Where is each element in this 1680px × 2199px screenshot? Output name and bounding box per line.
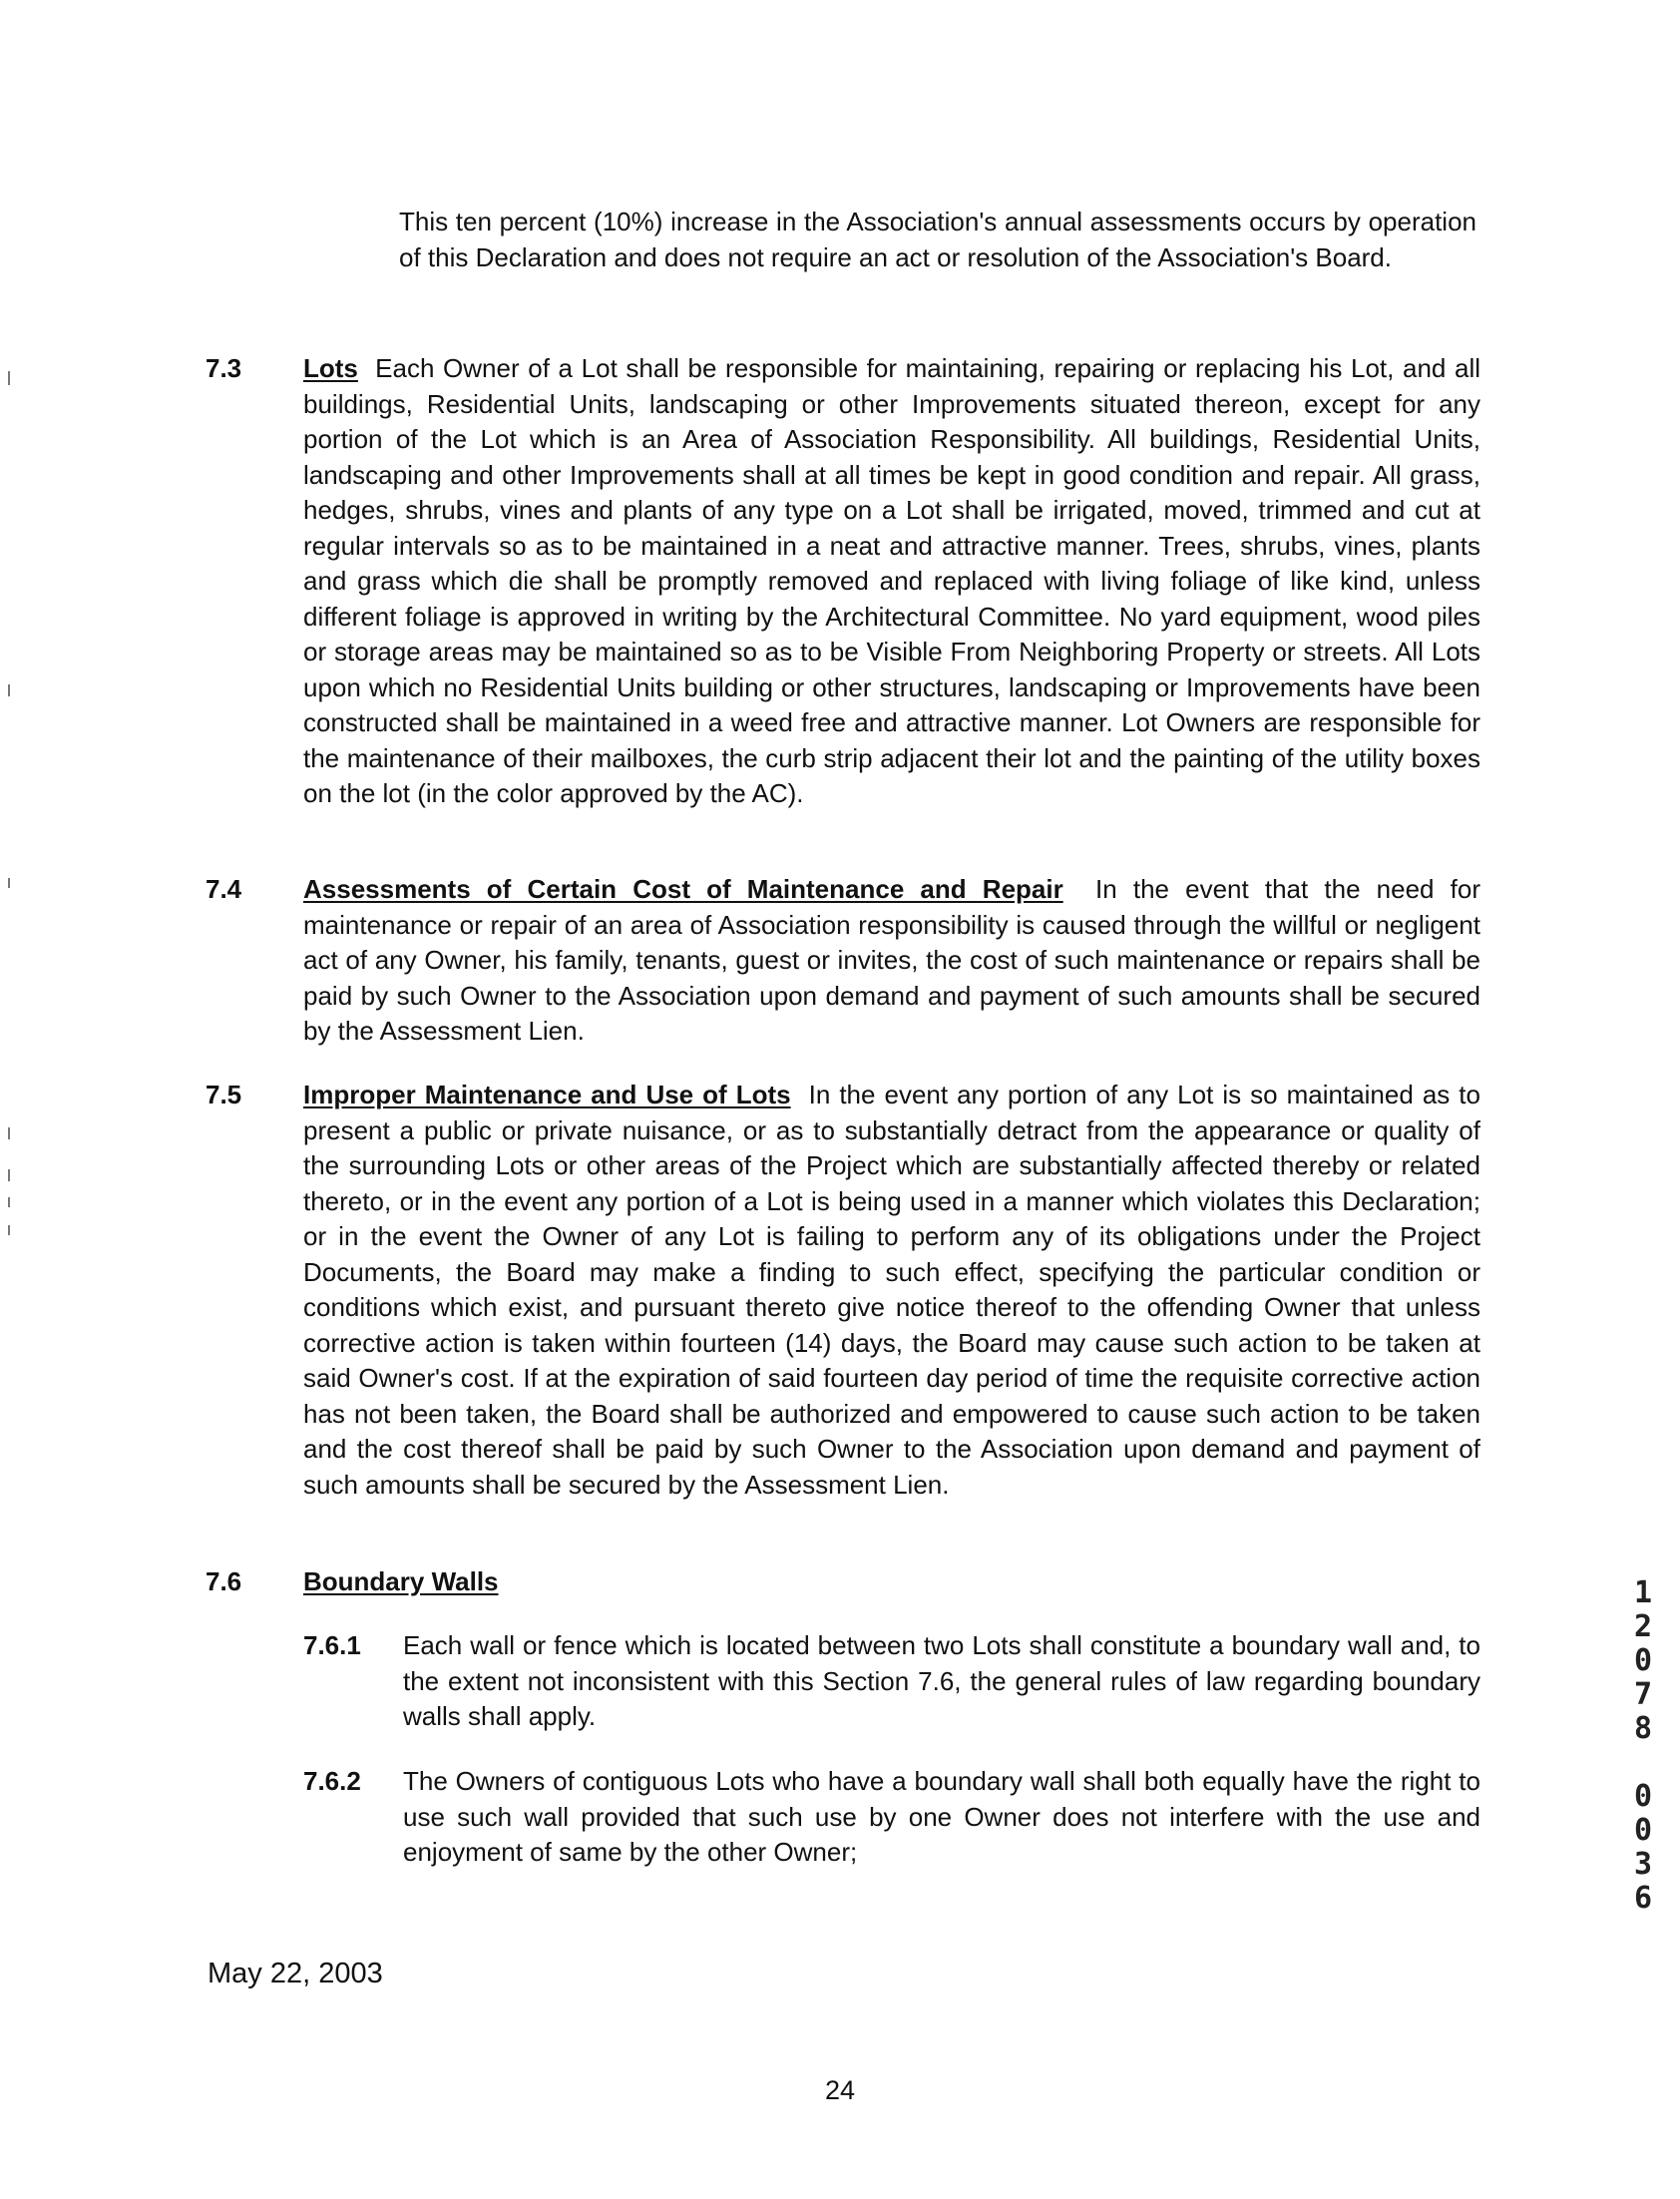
- recording-stamp-digit: 0: [1633, 1779, 1653, 1814]
- section-7-4-body: In the event that the need for maintenance or repair of an area of Association responsibility is caused through the willful or negligent act of any Owner, his family, tenants, guest or invites, the cost of such maintenance or repairs shall be paid by such Owner to the Association upon demand and payment of such amounts shall be secured by the Assessment Lien.: [303, 874, 1480, 1046]
- section-number-7-3: 7.3: [206, 353, 242, 383]
- scan-mark: [8, 371, 10, 385]
- recording-stamp-digit: 0: [1633, 1813, 1653, 1848]
- scan-mark: [8, 878, 10, 888]
- recording-stamp-digit: 6: [1633, 1881, 1653, 1916]
- recording-stamp-digit: 7: [1633, 1677, 1653, 1712]
- section-7-3-heading: Lots: [303, 353, 358, 383]
- section-number-7-6: 7.6: [206, 1566, 242, 1596]
- section-7-6-heading: Boundary Walls: [303, 1566, 499, 1596]
- section-number-7-4: 7.4: [206, 874, 242, 904]
- section-7-5-heading: Improper Maintenance and Use of Lots: [303, 1080, 791, 1109]
- scan-mark: [8, 1169, 10, 1181]
- recording-stamp-digit: 2: [1633, 1609, 1653, 1644]
- subsection-7-6-1-body: Each wall or fence which is located between two Lots shall constitute a boundary wall and, to the extent not inconsistent with this Section 7.6, the general rules of law regarding boundary walls shall apply.: [403, 1630, 1480, 1731]
- footer-date: May 22, 2003: [208, 1958, 383, 1989]
- scan-mark: [8, 1197, 10, 1207]
- subsection-number-7-6-2: 7.6.2: [303, 1766, 361, 1796]
- recording-stamp-digit: 1: [1633, 1575, 1653, 1610]
- scan-mark: [8, 684, 10, 696]
- subsection-7-6-2-body: The Owners of contiguous Lots who have a boundary wall shall both equally have the right to use such wall provided that such use by one Owner does not interfere with the use and enjoyment of same by the other Owner;: [403, 1766, 1480, 1867]
- section-7-4-heading: Assessments of Certain Cost of Maintenance and Repair: [303, 874, 1063, 904]
- subsection-number-7-6-1: 7.6.1: [303, 1630, 361, 1660]
- page-number: 24: [824, 2075, 856, 2105]
- section-7-4-paragraph: [303, 872, 1480, 1050]
- recording-stamp-digit: 3: [1633, 1847, 1653, 1882]
- section-7-5-body: In the event any portion of any Lot is so maintained as to present a public or private nuisance, or as to substantially detract from the appearance or quality of the surrounding Lots or other areas of the Project which are substantially affected thereby or related thereto, or in the event any portion of a Lot is being used in a manner which violates this Declaration; or in the event the Owner of any Lot is failing to perform any of its obligations under the Project Documents, the Board may make a finding to such effect, specifying the particular condition or conditions which exist, and pursuant thereto give notice thereof to the offending Owner that unless corrective action is taken within fourteen (14) days, the Board may cause such action to be taken at said Owner's cost. If at the expiration of said fourteen day period of time the requisite corrective action has not been taken, the Board shall be authorized and empowered to cause such action to be taken and the cost thereof shall be paid by such Owner to the Association upon demand and payment of such amounts shall be secured by the Assessment Lien.: [303, 1080, 1480, 1500]
- section-7-3-body: Each Owner of a Lot shall be responsible for maintaining, repairing or replacing his Lot, and all buildings, Residential Units, landscaping or other Improvements situated thereon, except for any portion of the Lot which is an Area of Association Responsibility. All buildings, Residential Units, landscaping and other Improvements shall at all times be kept in good condition and repair. All grass, hedges, shrubs, vines and plants of any type on a Lot shall be irrigated, moved, trimmed and cut at regular intervals so as to be maintained in a neat and attractive manner. Trees, shrubs, vines, plants and grass which die shall be promptly removed and replaced with living foliage of like kind, unless different foliage is approved in writing by the Architectural Committee. No yard equipment, wood piles or storage areas may be maintained so as to be Visible From Neighboring Property or streets. All Lots upon which no Residential Units building or other structures, landscaping or Improvements have been constructed shall be maintained in a weed free and attractive manner. Lot Owners are responsible for the maintenance of their mailboxes, the curb strip adjacent their lot and the painting of the utility boxes on the lot (in the color approved by the AC).: [303, 353, 1480, 808]
- recording-stamp-digit: 0: [1633, 1643, 1653, 1678]
- recording-stamp-digit: 8: [1633, 1711, 1653, 1746]
- section-7-5-paragraph: [303, 1078, 1480, 1503]
- section-7-3-paragraph: [303, 351, 1480, 812]
- scan-mark: [8, 1225, 10, 1235]
- scan-mark: [8, 1127, 10, 1139]
- section-number-7-5: 7.5: [206, 1080, 242, 1109]
- intro-paragraph: This ten percent (10%) increase in the Association's annual assessments occurs by operation of this Declaration and does not require an act or resolution of the Association's Board.: [399, 207, 1476, 272]
- section-7-6-paragraph: [303, 1564, 1480, 1600]
